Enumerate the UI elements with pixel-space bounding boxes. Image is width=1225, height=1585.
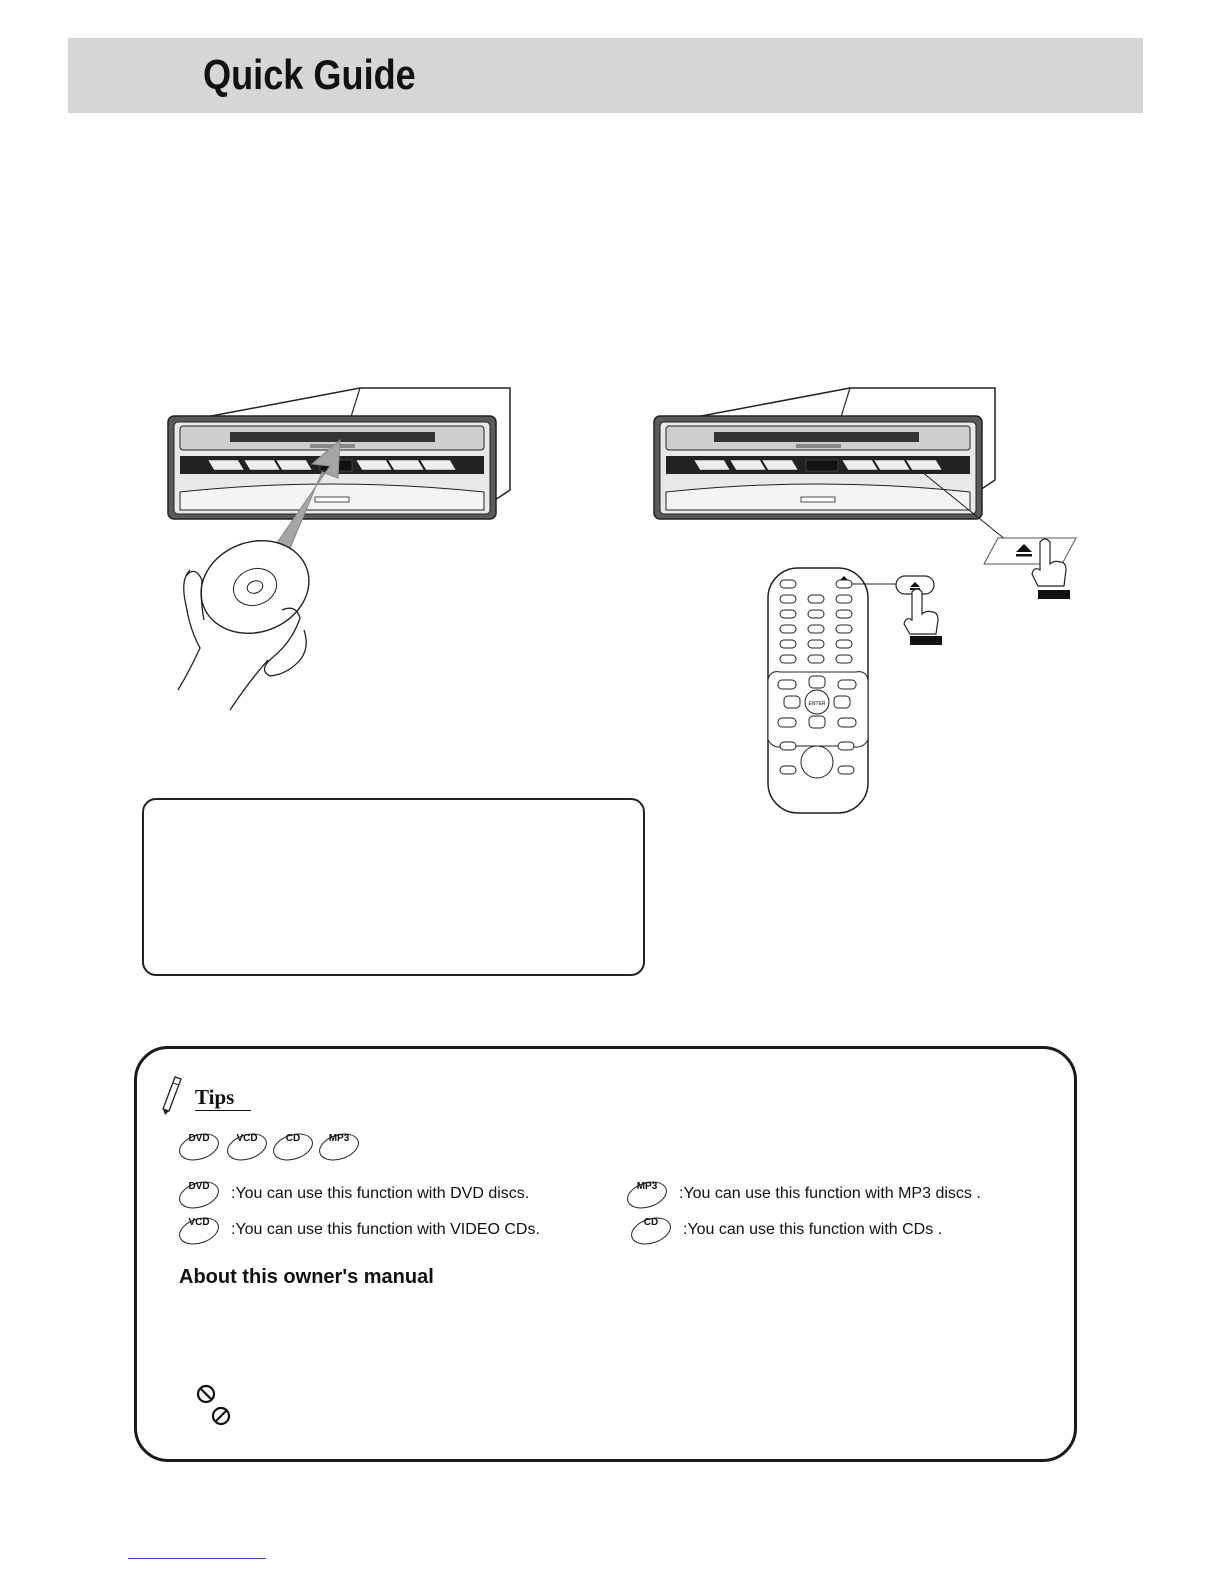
legend-badge-vcd [177, 1215, 223, 1245]
legend-text-cd: :You can use this function with CDs . [683, 1221, 943, 1238]
legend-badge-dvd-label: DVD [188, 1181, 210, 1192]
badge-cd [271, 1131, 317, 1161]
about-manual-heading: About this owner's manual [179, 1266, 434, 1288]
prohibited-icon [195, 1383, 217, 1405]
tips-underline [195, 1110, 251, 1111]
legend-badge-vcd-label: VCD [188, 1217, 210, 1228]
badge-vcd [225, 1131, 271, 1161]
legend-badge-mp3-label: MP3 [636, 1181, 658, 1192]
badge-mp3-label: MP3 [328, 1133, 350, 1144]
legend-badge-cd [629, 1215, 675, 1245]
badge-cd-label: CD [285, 1133, 301, 1144]
remote-enter-label: ENTER [808, 701, 826, 707]
legend-text-vcd: :You can use this function with VIDEO CDs. [231, 1221, 540, 1238]
legend-badge-mp3 [625, 1179, 671, 1209]
header-band [68, 38, 1143, 113]
badge-vcd-label: VCD [236, 1133, 258, 1144]
pencil-icon [157, 1075, 185, 1115]
eject-disc-illustration [650, 380, 1090, 820]
legend-badge-cd-label: CD [643, 1217, 659, 1228]
badge-dvd-label: DVD [188, 1133, 210, 1144]
legend-badge-dvd [177, 1179, 223, 1209]
badge-mp3 [317, 1131, 363, 1161]
footer-rule [128, 1558, 266, 1559]
insert-disc-illustration [160, 380, 530, 720]
legend-text-dvd: :You can use this function with DVD discs. [231, 1185, 530, 1202]
badge-dvd [177, 1131, 223, 1161]
legend-text-mp3: :You can use this function with MP3 discs . [679, 1185, 981, 1202]
prohibited-icon [210, 1405, 232, 1427]
tips-title: Tips [195, 1085, 235, 1109]
page-title: Quick Guide [203, 51, 416, 98]
tips-box [134, 1046, 1077, 1462]
note-box [142, 798, 645, 976]
